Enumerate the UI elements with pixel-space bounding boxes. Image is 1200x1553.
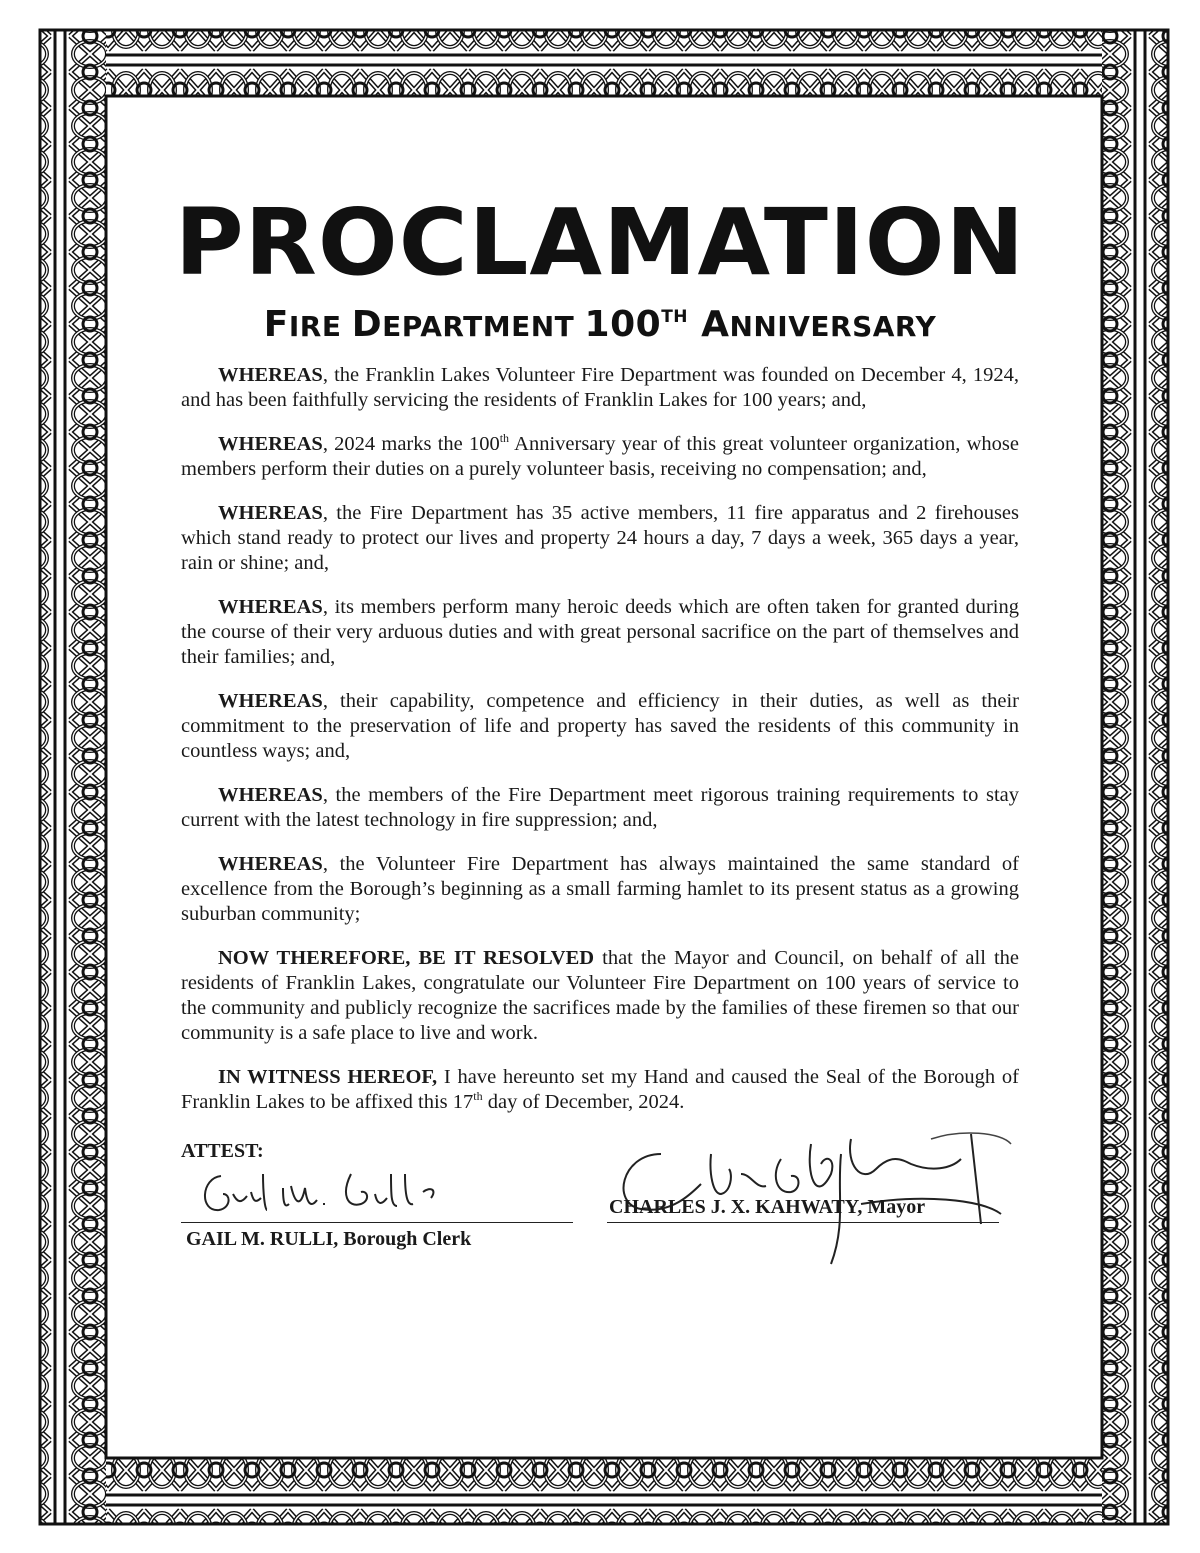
whereas-paragraph xyxy=(181,689,1019,764)
clerk-name: GAIL M. RULLI, Borough Clerk xyxy=(186,1228,472,1250)
whereas-paragraph xyxy=(181,501,1019,576)
witness-paragraph xyxy=(181,1065,1019,1115)
paragraph-text: I have hereunto set my Hand and caused the Seal of the Borough of Franklin Lakes to be affixed this 17 xyxy=(181,1066,1020,1113)
paragraph-lead: WHEREAS xyxy=(218,784,323,806)
paragraph-text: that the Mayor and Council, on behalf of all the residents of Franklin Lakes, congratulate our Volunteer Fire Department on 100 years of service to the community and publicly recognize the sacrifices made by the families of these firemen so that our community is a safe place to live and work. xyxy=(181,947,1019,1044)
subtitle-d: D xyxy=(351,304,383,345)
paragraph-text: Anniversary year of this great volunteer organization, whose members perform their duties on a purely volunteer basis, receiving no compensation; and, xyxy=(181,433,1019,480)
whereas-paragraph xyxy=(181,852,1019,927)
whereas-paragraph xyxy=(181,363,1019,413)
paragraph-lead: NOW THEREFORE, BE IT RESOLVED xyxy=(218,947,595,969)
subtitle-number: 100 xyxy=(584,304,662,345)
proclamation-body xyxy=(174,189,1026,1274)
mayor-signature-line xyxy=(607,1222,999,1223)
paragraph-lead: WHEREAS xyxy=(218,690,323,712)
paragraph-text: , 2024 marks the 100 xyxy=(322,433,500,455)
paragraph-text: , the Franklin Lakes Volunteer Fire Department was founded on December 4, 1924, and has been faithfully servicing the residents of Franklin Lakes for 100 years; and, xyxy=(181,364,1019,411)
whereas-paragraph xyxy=(181,595,1019,670)
subtitle xyxy=(181,304,1019,345)
clerk-signature-line xyxy=(181,1222,573,1223)
paragraph-text: , the Fire Department has 35 active members, 11 fire apparatus and 2 firehouses which stand ready to protect our lives and property 24 hours a day, 7 days a week, 365 days a year, rain or shine; and, xyxy=(181,502,1019,574)
mayor-signature xyxy=(601,1114,1021,1274)
subtitle-nniversary: NNIVERSARY xyxy=(729,310,937,343)
paragraph-superscript: th xyxy=(473,1089,483,1104)
page-title: PROCLAMATION xyxy=(174,189,1026,296)
paragraph-superscript: th xyxy=(499,431,510,446)
subtitle-epartment: EPARTMENT xyxy=(382,310,585,343)
subtitle-f: F xyxy=(263,304,289,345)
paragraph-text: , the members of the Fire Department meet rigorous training requirements to stay current with the latest technology in fire suppression; and, xyxy=(181,784,1019,831)
signature-block xyxy=(181,1134,1019,1274)
paragraph-text: , its members perform many heroic deeds which are often taken for granted during the course of their very arduous duties and with great personal sacrifice on the part of themselves and their families; and, xyxy=(181,596,1019,668)
paragraph-text: day of December, 2024. xyxy=(482,1091,685,1113)
resolved-paragraph xyxy=(181,946,1019,1046)
paragraph-lead: IN WITNESS HEREOF, xyxy=(218,1066,438,1088)
subtitle-ire: IRE xyxy=(288,310,352,343)
paragraph-lead: WHEREAS xyxy=(218,853,323,875)
paragraph-text: , the Volunteer Fire Department has always maintained the same standard of excellence from the Borough’s beginning as a small farming hamlet to its present status as a growing suburban community; xyxy=(181,853,1019,925)
paragraph-lead: WHEREAS xyxy=(218,502,323,524)
subtitle-ordinal: TH xyxy=(661,307,689,327)
mayor-name: CHARLES J. X. KAHWATY, Mayor xyxy=(609,1196,926,1218)
paragraph-text: , their capability, competence and efficiency in their duties, as well as their commitment to the preservation of life and property has saved the residents of this community in countless ways; and, xyxy=(181,690,1019,762)
attest-label: ATTEST: xyxy=(181,1140,264,1162)
whereas-paragraph xyxy=(181,783,1019,833)
subtitle-a: A xyxy=(701,304,730,345)
whereas-paragraph xyxy=(181,432,1019,482)
paragraph-lead: WHEREAS xyxy=(218,596,323,618)
clerk-signature xyxy=(191,1164,491,1224)
paragraph-lead: WHEREAS xyxy=(218,433,323,455)
paragraph-lead: WHEREAS xyxy=(218,364,323,386)
